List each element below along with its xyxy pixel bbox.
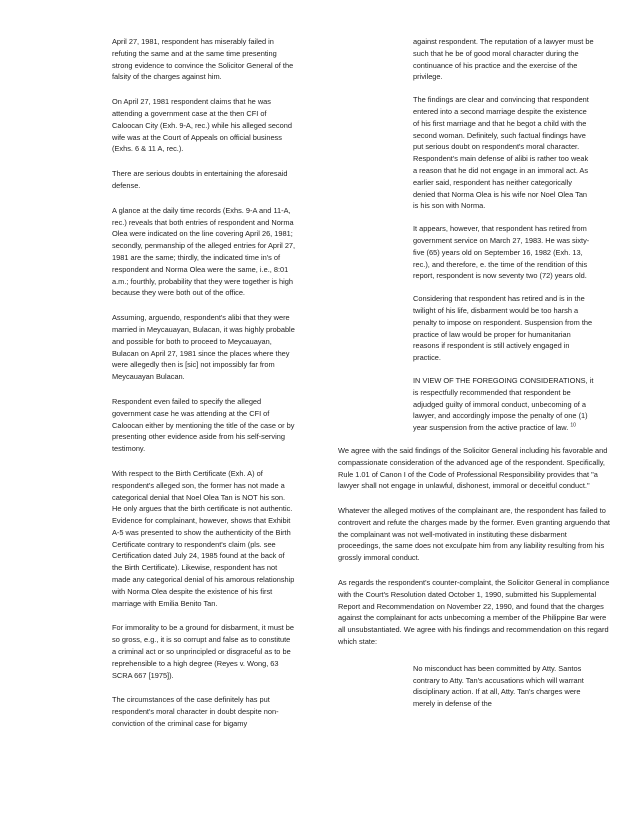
paragraph: As regards the respondent's counter-complaint, the Solicitor General in compliance with the Court's Resolution dated October 1, 1990, submitted his Supplemental Report and Recommendation on November 22, 1990, and found that the charges against the complainant for acts unbecoming a member of the Philippine Bar were all unsubstantiated. We agree with his findings and recommendation on this regard which state: xyxy=(338,578,610,647)
paragraph: On April 27, 1981 respondent claims that he was attending a government case at the then CFI of Caloocan City (Exh. 9-A, rec.) while his alleged second wife was at the Court of Appeals on official business (Exhs. 6 & 11 A, rec.). xyxy=(112,97,292,154)
paragraph: Assuming, arguendo, respondent's alibi that they were married in Meycauayan, Bulacan, it was highly probable and possible for both to proceed to Meycauayan, Bulacan on April 27, 1981 since the places where they were allegedly then is [sic] not impossibly far from Meycauayan Bulacan. xyxy=(112,313,295,382)
paragraph: A glance at the daily time records (Exhs. 9-A and 11-A, rec.) reveals that both entries of respondent and Norma Olea were indicated on the line covering April 26, 1981; secondly, penmanship of the alleged entries for April 27, 1981 are the same; thirdly, the indicated time in's of respondent and Norma Olea were the same, i.e., 8:01 a.m.; fourthly, probability that they were together is high because they were both out of the office. xyxy=(112,205,296,298)
quoted-paragraph xyxy=(413,375,594,434)
paragraph: There are serious doubts in entertaining the aforesaid defense. xyxy=(112,169,288,190)
paragraph: Whatever the alleged motives of the complainant are, the respondent has failed to controvert and refute the charges made by the former. Even granting arguendo that the complainant was not well-motivated in instituting these disbarment proceedings, the same does not exculpate him from any liability resulting from his grossly immoral conduct. xyxy=(338,506,610,563)
quoted-paragraph: Considering that respondent has retired and is in the twilight of his life, disbarment would be too harsh a penalty to impose on respondent. Suspension from the practice of law would be proper for humanitarian reasons if respondent is still actively engaged in practice. xyxy=(413,294,593,363)
quoted-paragraph: The findings are clear and convincing that respondent entered into a second marriage despite the existence of his first marriage and that he begot a child with the second woman. Definitely, such factual findings have put serious doubt on respondent's moral character. Respondent's main defense of alibi is rather too weak a reason that he did not engage in an immoral act. As earlier said, respondent has neither categorically denied that Norma Olea is his wife nor Noel Olea Tan is his son with Norma. xyxy=(413,95,589,211)
paragraph: For immorality to be a ground for disbarment, it must be so gross, e.g., it is so corrupt and false as to constitute a criminal act or so unprincipled or disgraceful as to be reprehensible to a high degree (Reyes v. Wong, 63 SCRA 667 [1975]). xyxy=(112,623,294,680)
paragraph: April 27, 1981, respondent has miserably failed in refuting the same and at the same time presenting strong evidence to convince the Solicitor General of the falsity of the charges against him. xyxy=(112,37,294,82)
quoted-paragraph: No misconduct has been committed by Atty. Santos contrary to Atty. Tan's accusations which will warrant disciplinary action. If at all, Atty. Tan's charges were merely in defense of the xyxy=(413,663,584,709)
paragraph: Respondent even failed to specify the alleged government case he was attending at the CFI of Caloocan either by mentioning the title of the case or by presenting other evidence aside from his self-serving testimony. xyxy=(112,396,295,454)
paragraph: The circumstances of the case definitely has put respondent's moral character in doubt despite non-conviction of the criminal case for bigamy xyxy=(112,695,279,729)
quoted-paragraph: against respondent. The reputation of a lawyer must be such that he be of good moral character during the continuance of his practice and the exercise of the privilege. xyxy=(413,37,594,82)
paragraph: With respect to the Birth Certificate (Exh. A) of respondent's alleged son, the former has not made a categorical denial that Noel Olea Tan is NOT his son. He only argues that the birth certificate is not authentic. Evidence for complainant, however, shows that Exhibit A-5 was presented to show the authenticity of the Birth Certificate contrary to respondent's claim (pls. see Certification dated July 24, 1985 found at the back of the Birth Certificate). Likewise, respondent has not made any categorical denial of his amorous relationship with Norma Olea despite the existence of his first marriage with Emilia Benito Tan. xyxy=(112,468,295,608)
right-column xyxy=(338,36,610,710)
left-column xyxy=(112,36,296,730)
paragraph: We agree with the said findings of the Solicitor General including his favorable and compassionate consideration of the advanced age of the respondent. Specifically, Rule 1.01 of Canon I of the Code of Professional Responsibility provides that "a lawyer shall not engage in unlawful, dishonest, immoral or deceitful conduct." xyxy=(338,445,608,491)
quoted-paragraph: It appears, however, that respondent has retired from government service on March 27, 1983. He was sixty-five (65) years old on September 16, 1982 (Exh. 13, rec.), and therefore, e. the time of the rendition of this report, respondent is now seventy two (72) years old. xyxy=(413,224,590,281)
footnote-ref: 10 xyxy=(570,422,576,429)
recommendation-text: IN VIEW OF THE FOREGOING CONSIDERATIONS, it is respectfully recommended that respondent be adjudged guilty of immoral conduct, unbecoming of a lawyer, and accordingly impose the penalty of one (1) year suspension from the active practice of law. xyxy=(413,375,594,433)
